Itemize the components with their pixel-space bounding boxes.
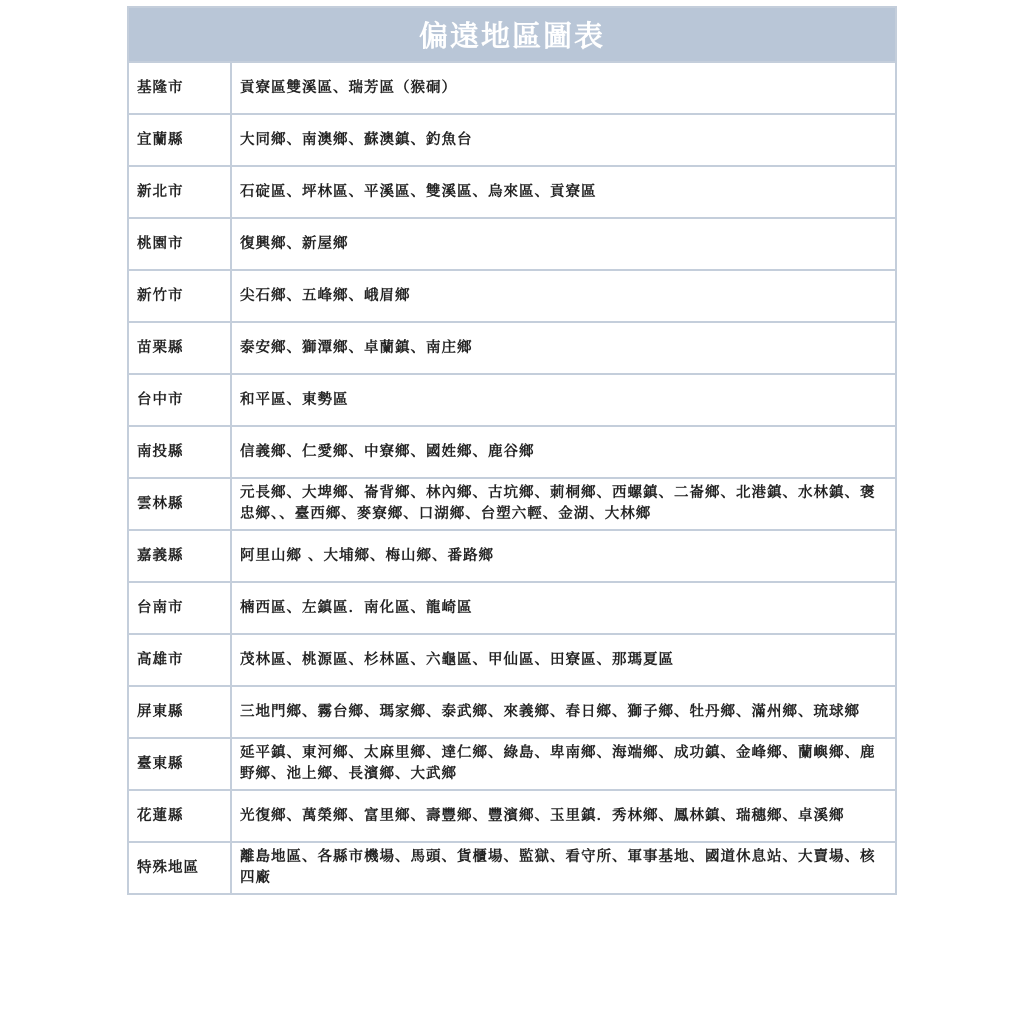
region-cell: 特殊地區 (128, 842, 231, 894)
districts-cell: 元長鄉、大埤鄉、崙背鄉、林內鄉、古坑鄉、莿桐鄉、西螺鎮、二崙鄉、北港鎮、水林鎮、褒忠鄉、、臺西鄉、麥寮鄉、口湖鄉、台塑六輕、金湖、大林鄉 (231, 478, 896, 530)
table-row (128, 166, 896, 218)
region-cell: 屏東縣 (128, 686, 231, 738)
districts-cell: 茂林區、桃源區、杉林區、六龜區、甲仙區、田寮區、那瑪夏區 (231, 634, 896, 686)
table-row (128, 426, 896, 478)
region-cell: 基隆市 (128, 62, 231, 114)
region-cell: 雲林縣 (128, 478, 231, 530)
table-row (128, 582, 896, 634)
table-row (128, 270, 896, 322)
districts-cell: 復興鄉、新屋鄉 (231, 218, 896, 270)
table-row (128, 790, 896, 842)
region-cell: 桃園市 (128, 218, 231, 270)
region-cell: 宜蘭縣 (128, 114, 231, 166)
remote-areas-table (127, 6, 897, 895)
region-cell: 高雄市 (128, 634, 231, 686)
districts-cell: 三地門鄉、霧台鄉、瑪家鄉、泰武鄉、來義鄉、春日鄉、獅子鄉、牡丹鄉、滿州鄉、琉球鄉 (231, 686, 896, 738)
table-row (128, 738, 896, 790)
districts-cell: 貢寮區雙溪區、瑞芳區（猴硐） (231, 62, 896, 114)
table-row (128, 842, 896, 894)
table-row (128, 686, 896, 738)
table-row (128, 322, 896, 374)
region-cell: 新北市 (128, 166, 231, 218)
districts-cell: 光復鄉、萬榮鄉、富里鄉、壽豐鄉、豐濱鄉、玉里鎮．秀林鄉、鳳林鎮、瑞穗鄉、卓溪鄉 (231, 790, 896, 842)
region-cell: 臺東縣 (128, 738, 231, 790)
table-title: 偏遠地區圖表 (128, 7, 896, 62)
districts-cell: 石碇區、坪林區、平溪區、雙溪區、烏來區、貢寮區 (231, 166, 896, 218)
districts-cell: 楠西區、左鎮區．南化區、龍崎區 (231, 582, 896, 634)
region-cell: 台南市 (128, 582, 231, 634)
table-row (128, 114, 896, 166)
table-row (128, 218, 896, 270)
region-cell: 南投縣 (128, 426, 231, 478)
region-cell: 台中市 (128, 374, 231, 426)
districts-cell: 尖石鄉、五峰鄉、峨眉鄉 (231, 270, 896, 322)
districts-cell: 阿里山鄉 、大埔鄉、梅山鄉、番路鄉 (231, 530, 896, 582)
table-title-row (128, 7, 896, 62)
districts-cell: 大同鄉、南澳鄉、蘇澳鎮、釣魚台 (231, 114, 896, 166)
table-row (128, 62, 896, 114)
table-row (128, 634, 896, 686)
table-row (128, 374, 896, 426)
region-cell: 嘉義縣 (128, 530, 231, 582)
table-row (128, 478, 896, 530)
table-row (128, 530, 896, 582)
region-cell: 新竹市 (128, 270, 231, 322)
districts-cell: 延平鎮、東河鄉、太麻里鄉、達仁鄉、綠島、卑南鄉、海端鄉、成功鎮、金峰鄉、蘭嶼鄉、鹿野鄉、池上鄉、長濱鄉、大武鄉 (231, 738, 896, 790)
region-cell: 花蓮縣 (128, 790, 231, 842)
districts-cell: 離島地區、各縣市機場、馬頭、貨櫃場、監獄、看守所、軍事基地、國道休息站、大賣場、核四廠 (231, 842, 896, 894)
districts-cell: 泰安鄉、獅潭鄉、卓蘭鎮、南庄鄉 (231, 322, 896, 374)
table-body (128, 62, 896, 894)
region-cell: 苗栗縣 (128, 322, 231, 374)
districts-cell: 信義鄉、仁愛鄉、中寮鄉、國姓鄉、鹿谷鄉 (231, 426, 896, 478)
districts-cell: 和平區、東勢區 (231, 374, 896, 426)
